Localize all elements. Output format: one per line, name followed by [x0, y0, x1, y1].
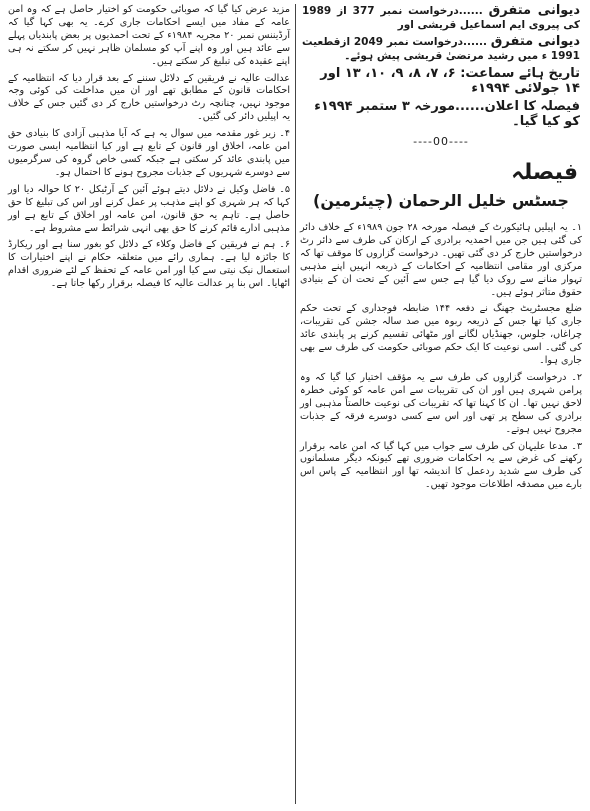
paragraph-5: ۵۔ فاضل وکیل نے دلائل دیتے ہوئے آئین کے آرٹیکل ۲۰ کا حوالہ دیا اور کہا کہ ہر شہری کو اپنے مذہب پر عمل کرنے اور اس کی تبلیغ کا حق حاصل ہے۔ تاہم یہ حق قانون، امن عامہ اور اخلاق کے تابع ہے اور مذہبی ادارے قائم کرنے کا حق بھی انہی شرائط سے مشروط ہے۔: [8, 183, 290, 234]
case-list: [302, 4, 580, 63]
case-text: ......درخواست نمبر 2049 ازقطعیت 1991 ء میں رشید مرتضیٰ قریشی پیش ہوئے۔: [302, 36, 580, 62]
paragraph-4: ۴۔ زیر غور مقدمہ میں سوال یہ ہے کہ آیا مذہبی آزادی کا بنیادی حق امن عامہ، اخلاق اور قانون کے تابع ہے اور کیا انتظامیہ ایسی صورت میں پابندی عائد کر سکتی ہے جبکہ کسی خاص گروہ کی سرگرمیوں سے دوسرے شہریوں کے جذبات مجروح ہونے کا احتمال ہو۔: [8, 128, 290, 178]
judgment-announcement: [302, 99, 580, 129]
hearing-dates: تاریخ ہائے سماعت: ۶، ۷، ۸، ۹، ۱۰، ۱۳ اور ۱۴ جولائی ۱۹۹۴ء: [320, 66, 580, 96]
hearing-dates-text: ۶، ۷، ۸، ۹، ۱۰، ۱۳ اور ۱۴ جولائی ۱۹۹۴ء: [320, 66, 580, 96]
case-label: دیوانی متفرق: [490, 34, 581, 49]
case-label: دیوانی متفرق: [488, 3, 580, 18]
hearing-dates-label: تاریخ ہائے سماعت: [465, 66, 580, 81]
judge-name: جسٹس خلیل الرحمان (چیئرمین): [313, 191, 569, 210]
judgment-heading: فیصلہ: [511, 160, 578, 185]
paragraph-3-cont-2: عدالت عالیہ نے فریقین کے دلائل سننے کے بعد قرار دیا کہ انتظامیہ کے احکامات قانون کے مطابق تھے اور ان میں مداخلت کی کوئی وجہ موجود نہیں، چنانچہ رٹ درخواستیں خارج کر دی گئیں جس کے خلاف یہ اپیلیں دائر کی گئیں۔: [8, 72, 290, 123]
announcement-text: ......مورخہ ۳ ستمبر ۱۹۹۴ء کو کیا گیا۔: [314, 99, 580, 129]
paragraph-3: ۳۔ مدعا علیہان کی طرف سے جواب میں کہا گیا کہ امن عامہ برقرار رکھنے کی غرض سے یہ احکامات ضروری تھے کیونکہ دیگر مسلمانوں کی طرف سے شدید ردعمل کا اندیشہ تھا اور انتظامیہ کے پاس اس بارے میں مصدقہ اطلاعات موجود تھیں۔: [300, 440, 582, 491]
paragraph-3-cont: مزید عرض کیا گیا کہ صوبائی حکومت کو اختیار حاصل ہے کہ وہ امن عامہ کے مفاد میں ایسے احکامات جاری کرے۔ یہ بھی کہا گیا کہ آرڈیننس نمبر ۲۰ مجریہ ۱۹۸۴ء کے تحت احمدیوں پر بعض پابندیاں پہلے سے عائد ہیں اور وہ اپنے آپ کو مسلمان ظاہر نہیں کر سکتے نہ ہی اپنے عقیدہ کی تبلیغ کر سکتے ہیں۔: [8, 4, 290, 67]
case-text: ......درخواست نمبر 377 از 1989 کی پیروی ایم اسماعیل قریشی اور: [302, 5, 580, 31]
section-separator: ----00----: [413, 135, 469, 148]
paragraph-6: ۶۔ ہم نے فریقین کے فاضل وکلاء کے دلائل کو بغور سنا ہے اور ریکارڈ کا جائزہ لیا ہے۔ ہماری رائے میں متعلقہ حکام نے اپنے اختیارات کا استعمال نیک نیتی سے کیا اور امن عامہ کے تحفظ کے لئے ضروری اقدام اٹھایا۔ اس بنا پر عدالت عالیہ کا فیصلہ برقرار رکھا جاتا ہے۔: [8, 239, 290, 290]
announcement-label: فیصلہ کا اعلان: [484, 99, 580, 114]
left-column: [8, 4, 290, 295]
paragraph-1-cont: ضلع مجسٹریٹ جھنگ نے دفعہ ۱۴۴ ضابطہ فوجداری کے تحت حکم جاری کیا تھا جس کے ذریعہ ربوہ میں صد سالہ جشن کی تقریبات، چراغاں، جلوس، جھنڈیاں لگانے اور مٹھائی تقسیم کرنے پر پابندی عائد کی گئی۔ اسی نوعیت کا ایک حکم صوبائی حکومت کی طرف سے بھی جاری ہوا۔: [300, 303, 582, 367]
case-entry-2: [302, 35, 580, 63]
paragraph-2: ۲۔ درخواست گزاروں کی طرف سے یہ مؤقف اختیار کیا گیا کہ وہ پرامن شہری ہیں اور ان کی تقریبات سے امن عامہ کو کوئی خطرہ لاحق نہیں تھا۔ ان کا کہنا تھا کہ تقریبات کی نوعیت خالصتاً مذہبی اور برادری کی سطح پر تھی اور اس سے کسی دوسرے فرقہ کے جذبات مجروح نہیں ہوتے۔: [300, 371, 582, 435]
paragraph-1: ۱۔ یہ اپیلیں ہائیکورٹ کے فیصلہ مورخہ ۲۸ جون ۱۹۸۹ء کے خلاف دائر کی گئی ہیں جن میں احمدیہ برادری کے ارکان کی طرف سے دائر رٹ درخواستیں خارج کر دی گئی تھیں۔ درخواست گزاروں کا موقف تھا کہ مرکزی اور مقامی انتظامیہ کے احکامات کے ذریعہ انہیں اپنے مذہبی تہوار منانے سے روک دیا گیا ہے جس سے آئین کے تحت ان کے بنیادی حقوق متاثر ہوئے ہیں۔: [300, 222, 583, 298]
column-divider: [295, 4, 296, 804]
right-column: [300, 4, 582, 496]
case-entry-1: [302, 4, 580, 32]
